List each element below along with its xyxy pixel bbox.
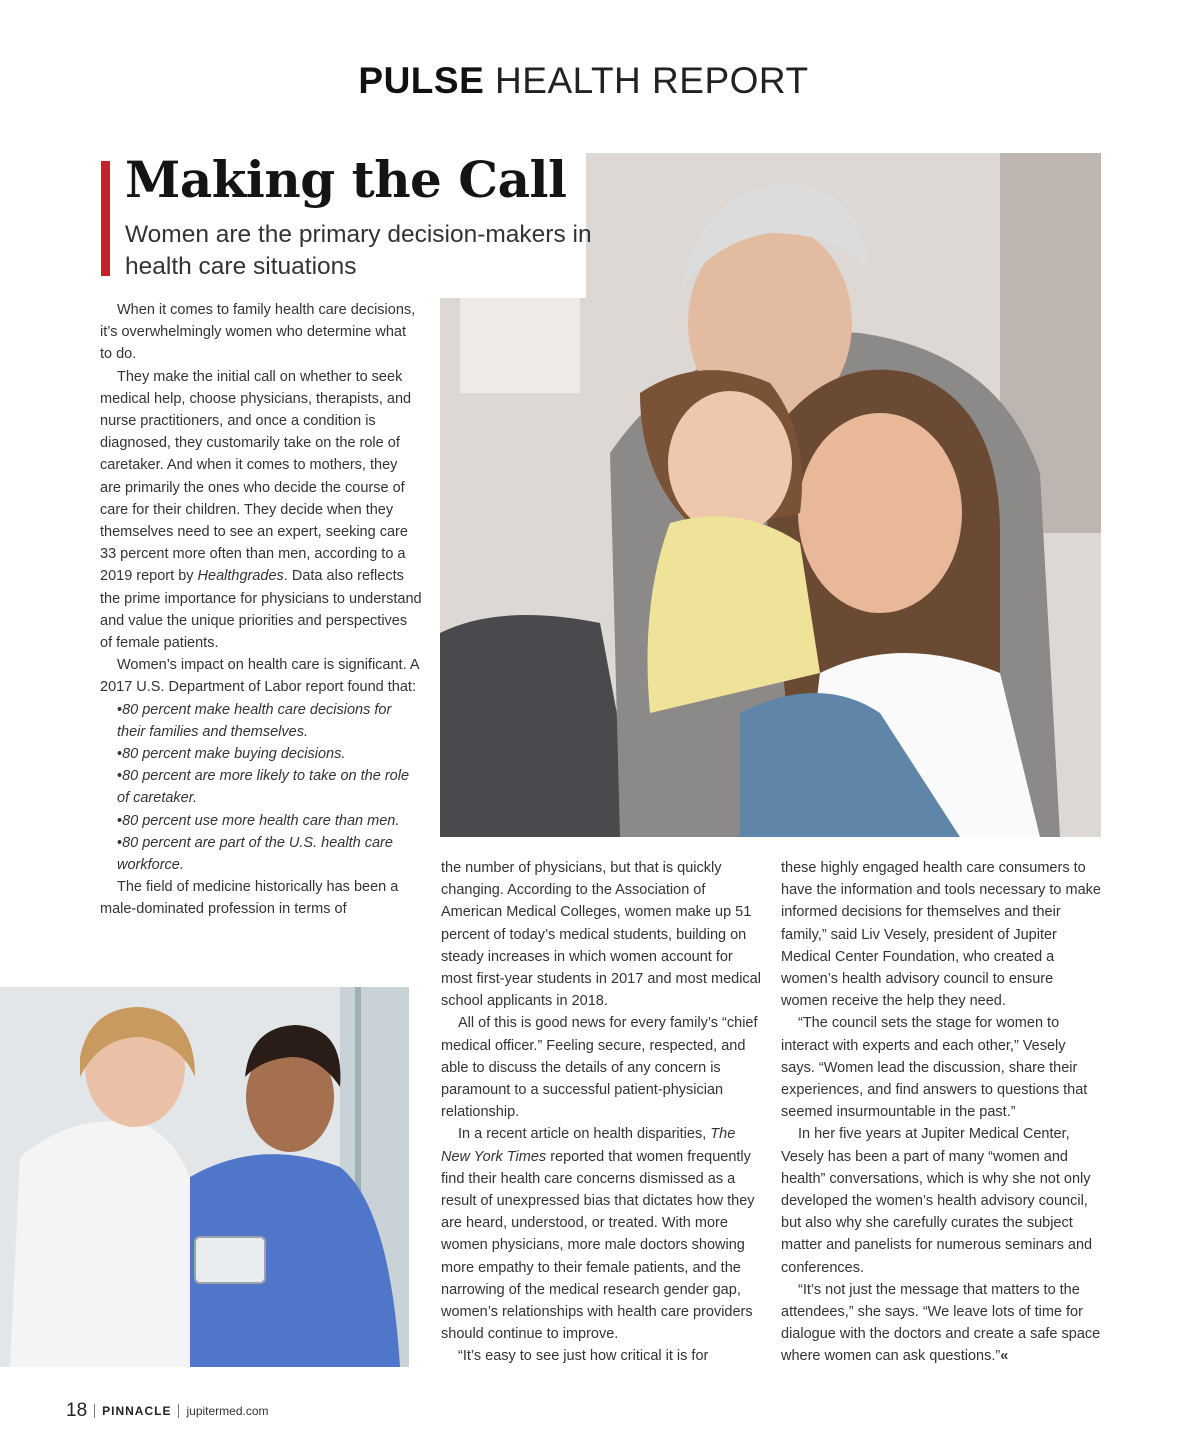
doctors-photo-illustration	[0, 987, 409, 1367]
text-run: In a recent article on health disparities,	[458, 1126, 711, 1143]
paragraph: In her five years at Jupiter Medical Center, Vesely has been a part of many “women and health” conversations, which is why she not only developed the women’s health advisory council, but also why she carefully curates the subject matter and panelists for numerous seminars and conferences.	[781, 1126, 1093, 1276]
text-run: They make the initial call on whether to seek medical help, choose physicians, therapists, and nurse practitioners, and once a condition is diagnosed, they customarily take on the role of caretaker. And when it comes to mothers, they are primarily the ones who decide the course of care for their children. They decide when they themselves need to see an expert, seeking care 33 percent more often than men, according to a 2019 report by	[100, 368, 412, 585]
paragraph: The field of medicine historically has been a male-dominated profession in terms of	[100, 879, 399, 918]
body-column-1	[100, 299, 422, 921]
magazine-name: PINNACLE	[102, 1404, 172, 1418]
accent-bar	[101, 161, 110, 276]
list-item: • 80 percent make health care decisions for their families and themselves.	[117, 699, 422, 743]
section-header	[0, 60, 1167, 102]
section-header-bold: PULSE	[358, 60, 485, 101]
source-citation: Healthgrades	[197, 568, 284, 585]
statistics-list	[100, 699, 422, 877]
text-run: “It’s not just the message that matters to the attendees,” she says. “We leave lots of time for dialogue with the doctors and create a safe space where women can ask questions.”	[781, 1281, 1101, 1365]
list-item: • 80 percent make buying decisions.	[117, 743, 422, 765]
paragraph	[100, 366, 422, 655]
text-run: reported that women frequently find their health care concerns dismissed as a result of unexpressed bias that dictates how they are heard, understood, or treated. With more women physicians, more male doctors showing more empathy to their female patients, and the narrowing of the medical research gender gap, women’s relationships with health care providers should continue to improve.	[441, 1148, 755, 1343]
paragraph	[781, 1279, 1103, 1368]
paragraph: When it comes to family health care decisions, it’s overwhelmingly women who determine what to do.	[100, 302, 416, 363]
list-item: • 80 percent are more likely to take on the role of caretaker.	[117, 765, 422, 809]
source-citation: The New York Times	[441, 1126, 736, 1165]
article-title: Making the Call	[125, 150, 567, 209]
footer-divider	[178, 1404, 179, 1418]
list-item: • 80 percent use more health care than men.	[117, 810, 422, 832]
paragraph	[441, 1123, 763, 1345]
end-mark-icon: «	[1000, 1348, 1009, 1365]
footer-divider	[94, 1404, 95, 1418]
doctors-photo	[0, 987, 409, 1367]
list-item: • 80 percent are part of the U.S. health care workforce.	[117, 832, 422, 876]
paragraph: “The council sets the stage for women to interact with experts and each other,” Vesely says. “Women lead the discussion, share their experiences, and find answers to questions that seemed insurmountable in the past.”	[781, 1015, 1088, 1121]
body-column-2	[441, 857, 763, 1368]
page-footer	[66, 1400, 269, 1422]
website-link[interactable]: jupitermed.com	[186, 1404, 269, 1418]
page-number: 18	[66, 1400, 88, 1421]
text-run: . Data also reflects the prime importance for physicians to understand and value the unique priorities and perspectives of female patients.	[100, 568, 422, 652]
paragraph: All of this is good news for every family’s “chief medical officer.” Feeling secure, respected, and able to discuss the details of any concern is paramount to a successful patient-physician relationship.	[441, 1015, 758, 1121]
paragraph: these highly engaged health care consumers to have the information and tools necessary to make informed decisions for themselves and their family,” said Liv Vesely, president of Jupiter Medical Center Foundation, who created a women’s health advisory council to ensure women receive the help they need.	[781, 860, 1101, 1010]
paragraph: the number of physicians, but that is quickly changing. According to the Association of American Medical Colleges, women make up 51 percent of today’s medical students, building on steady increases in which women account for most first-year students in 2017 and most medical school applicants in 2018.	[441, 860, 761, 1010]
paragraph: Women’s impact on health care is significant. A 2017 U.S. Department of Labor report found that:	[100, 657, 419, 696]
body-column-3	[781, 857, 1103, 1368]
article-subtitle: Women are the primary decision-makers in health care situations	[125, 221, 592, 280]
section-header-light: HEALTH REPORT	[495, 60, 809, 101]
paragraph: “It’s easy to see just how critical it is for	[458, 1348, 709, 1365]
